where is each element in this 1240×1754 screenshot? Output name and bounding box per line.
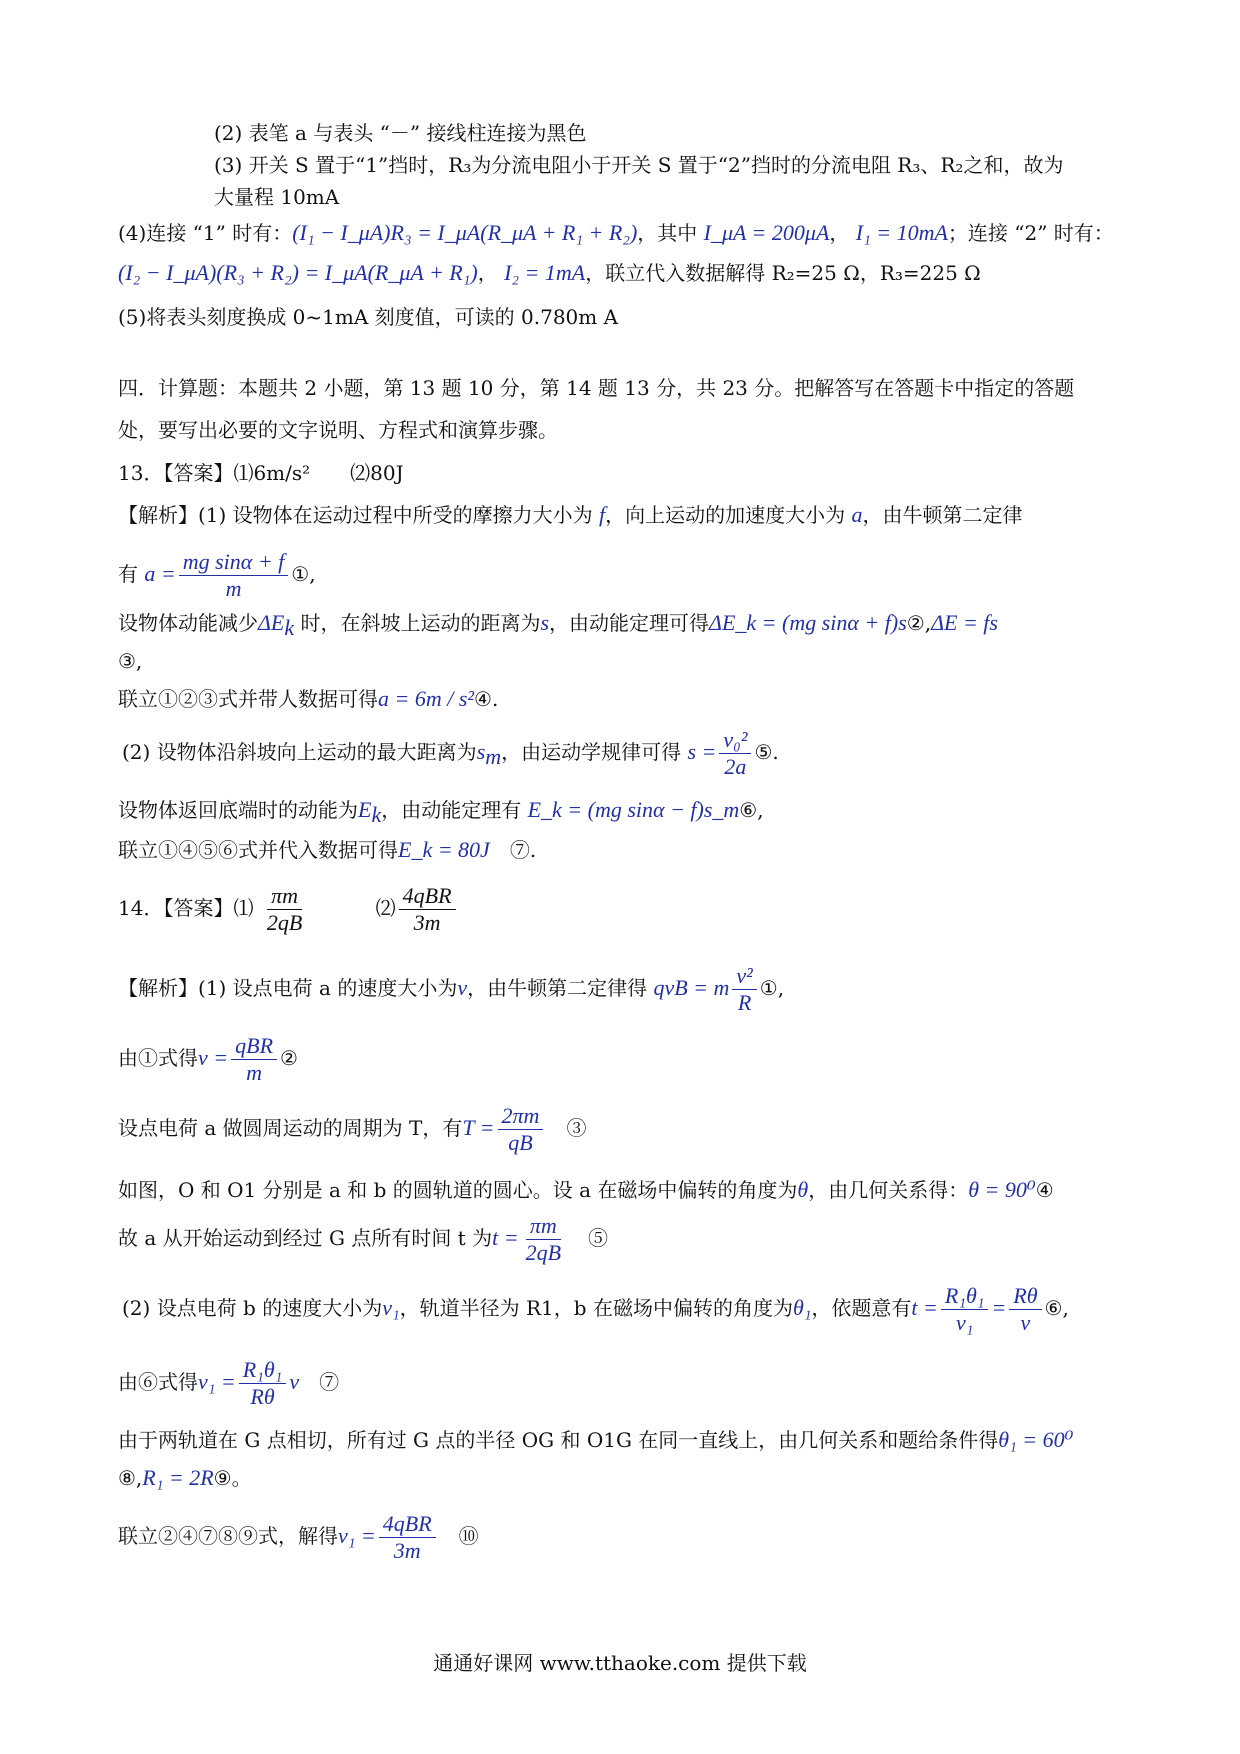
q14-l7-eq: v₁ = [198, 1369, 236, 1394]
q13-sm-num: v₀² [719, 727, 751, 754]
q13-answer: 13．【答案】⑴6m/s² ⑵80J [118, 461, 404, 485]
item-4-result: ，联立代入数据解得 R₂=25 Ω，R₃=225 Ω [585, 261, 981, 285]
q14-l1-frac [732, 963, 756, 1016]
q13-sm-den: 2a [724, 754, 747, 779]
q14-l8-eq: θ₁ = 60⁰ [998, 1427, 1074, 1452]
q13-s: s [540, 610, 550, 635]
q14-l4-mark: ④ [1035, 1178, 1054, 1202]
q13-l8-eq: E_k = 80J [398, 837, 490, 862]
q14-ans1-den: 2qB [266, 910, 303, 935]
q13-sm: s [476, 739, 486, 764]
q14-l3a: 设点电荷 a 做圆周运动的周期为 T，有 [118, 1116, 463, 1140]
q14-l10-eq: v₁ = [338, 1523, 376, 1548]
q14-l6-frac2 [1009, 1283, 1041, 1336]
q14-l6-t: t = [911, 1295, 938, 1320]
q13-line4: ③, [118, 649, 143, 673]
q14-l5-mark: ⑤ [588, 1226, 609, 1250]
q13-l7b: ，由动能定理有 [381, 798, 522, 822]
q13-line5 [118, 684, 498, 714]
item-4-val2: I₁ = 10mA [855, 220, 948, 245]
q14-theta: θ [797, 1177, 809, 1202]
q13-l6-mark: ⑤. [754, 740, 779, 764]
q14-l9a: ⑧, [118, 1466, 143, 1490]
q14-ans2-den: 3m [413, 910, 441, 935]
q14-line4 [118, 1175, 1054, 1205]
q14-l7-v: v [289, 1369, 300, 1394]
q14-answer-label: 14．【答案】⑴ [118, 896, 254, 920]
q13-line8 [118, 835, 536, 865]
item-4-mid: ，其中 [637, 221, 698, 245]
q13-f: f [599, 502, 606, 527]
q14-l6a: (2) 设点电荷 b 的速度大小为 [122, 1296, 383, 1320]
item-4-line1: (4)连接 “1” 时有：(I₁ − I_μA)R₃ = I_μA(R_μA + R₁ + R₂)，其中 I_μA = 200μA， I₁ = 10mA；连接 “2” 时有： [118, 220, 1114, 245]
item-4-eq2: (I₂ − I_μA)(R₃ + R₂) = I_μA(R_μA + R₁) [118, 260, 478, 285]
q14-l9-mark: ⑨。 [213, 1466, 252, 1490]
q14-l10-mark: ⑩ [458, 1524, 479, 1548]
q14-l6-num2: Rθ [1009, 1283, 1041, 1310]
section-4-heading-line1: 四．计算题：本题共 2 小题，第 13 题 10 分，第 14 题 13 分，共 23 分。把解答写在答题卡中指定的答题 [118, 376, 1075, 400]
q14-l2-mark: ② [280, 1046, 298, 1070]
q13-eq-a [118, 546, 316, 602]
q13-line3: 设物体动能减少$\Delta E_k$ 时，在斜坡上运动的距离为s，由动能定理可得ΔE_k = (mg sinα + f)s②,ΔE = fs [118, 610, 998, 640]
q14-l3-frac [498, 1103, 544, 1156]
q14-l5-frac [522, 1213, 565, 1266]
q13-a-lhs: a = [144, 561, 176, 586]
q14-line2 [118, 1030, 298, 1086]
q14-line3 [118, 1100, 586, 1156]
q14-answer [118, 880, 459, 936]
q13-a: a [851, 502, 863, 527]
q14-ans2-num: 4qBR [399, 883, 456, 910]
q13-Ek: E [358, 797, 372, 822]
q14-line7 [118, 1354, 339, 1410]
q13-you: 有 [118, 562, 138, 586]
q14-l5a: 故 a 从开始运动到经过 G 点所有时间 t 为 [118, 1226, 493, 1250]
q14-l10-frac [379, 1511, 436, 1564]
q14-line10 [118, 1508, 479, 1564]
q14-theta1: θ₁ [792, 1295, 812, 1320]
q14-l10-num: 4qBR [379, 1511, 436, 1538]
item-5: (5)将表头刻度换成 0~1mA 刻度值，可读的 0.780m A [118, 305, 619, 329]
q14-l2-eq: v = [198, 1045, 229, 1070]
q14-l7-mark: ⑦ [319, 1370, 340, 1394]
item-4-eq1: (I₁ − I_μA)R₃ = I_μA(R_μA + R₁ + R₂) [292, 220, 638, 245]
q14-ans1-frac [263, 883, 306, 936]
q13-l6a: (2) 设物体沿斜坡向上运动的最大距离为 [122, 740, 477, 764]
q14-l10-den: 3m [393, 1538, 421, 1563]
q14-l6-mark: ⑥, [1044, 1296, 1069, 1320]
q13-a-num: mg sinα + f [179, 549, 289, 576]
q14-line5 [118, 1210, 608, 1266]
q14-l1-eq: qvB = m [653, 975, 730, 1000]
q14-ans2-label: ⑵ [375, 896, 396, 920]
item-4-val1: I_μA = 200μA [703, 220, 830, 245]
q13-line7: 设物体返回底端时的动能为$E_k$，由动能定理有 E_k = (mg sinα − f)s_m⑥, [118, 797, 764, 827]
q13-l6b: ，由运动学规律可得 [501, 740, 682, 764]
q14-l4-eq: θ = 90⁰ [968, 1177, 1036, 1202]
q13-mark1: ①, [291, 562, 316, 586]
q14-l7-frac [239, 1357, 287, 1410]
q13-l8a: 联立①④⑤⑥式并代入数据可得 [118, 838, 398, 862]
q14-l7a: 由⑥式得 [118, 1370, 198, 1394]
q13-l3-mark: ②, [906, 611, 932, 635]
q14-line6 [122, 1280, 1069, 1336]
q14-l5-num: πm [526, 1213, 561, 1240]
q14-l9-eq: R₁ = 2R [142, 1465, 214, 1490]
item-4-intro: (4)连接 “1” 时有： [118, 221, 293, 245]
q14-l7-num: R₁θ₁ [239, 1357, 287, 1384]
q14-l1-num: v² [732, 963, 756, 990]
q13-sm-frac [719, 727, 751, 780]
q13-l3-eq2: ΔE = fs [931, 610, 998, 635]
q13-l7-eq: E_k = (mg sinα − f)s_m [527, 797, 740, 822]
q14-line8 [118, 1425, 1073, 1455]
item-3-line1: (3) 开关 S 置于“1”挡时，R₃为分流电阻小于开关 S 置于“2”挡时的分流电阻 R₃、R₂之和，故为 [214, 153, 1064, 177]
q13-l3b: 时，在斜坡上运动的距离为 [300, 611, 541, 635]
item-4-line2: (I₂ − I_μA)(R₃ + R₂) = I_μA(R_μA + R₁)， I₂ = 1mA，联立代入数据解得 R₂=25 Ω，R₃=225 Ω [118, 260, 981, 285]
q13-l5a: 联立①②③式并带人数据可得 [118, 687, 378, 711]
q13-line6: (2) 设物体沿斜坡向上运动的最大距离为$s_m$，由运动学规律可得 s = $\frac{\text{v₀²}}{2a}$ ⑤. [122, 727, 779, 779]
q14-l3-den: qB [508, 1130, 533, 1155]
q14-l2-frac [231, 1033, 277, 1086]
q13-l5-eq: a = 6m / s² [378, 686, 475, 711]
q14-l10a: 联立②④⑦⑧⑨式，解得 [118, 1524, 338, 1548]
q14-l8a: 由于两轨道在 G 点相切，所有过 G 点的半径 OG 和 O1G 在同一直线上，由几何关系和题给条件得 [118, 1428, 999, 1452]
q13-l1a: 【解析】(1) 设物体在运动过程中所受的摩擦力大小为 [118, 503, 593, 527]
q13-l3a: 设物体动能减少 [118, 611, 258, 635]
q14-l6-frac1 [941, 1283, 989, 1336]
q14-l1b: ，由牛顿第二定律得 [467, 976, 648, 1000]
q14-l4b: ，由几何关系得： [808, 1178, 969, 1202]
page-footer: 通通好课网 www.tthaoke.com 提供下载 [433, 1651, 807, 1675]
q14-l5-den: 2qB [525, 1240, 562, 1265]
q14-v: v [457, 975, 468, 1000]
q14-l3-eq: T = [462, 1115, 495, 1140]
q14-l1-den: R [737, 990, 752, 1015]
q13-l3c: ，由动能定理可得 [549, 611, 710, 635]
q13-dEk: ΔE [258, 610, 285, 635]
item-3-line2: 大量程 10mA [214, 185, 340, 209]
q14-ans1-num: πm [267, 883, 302, 910]
q13-l8-mark: ⑦. [509, 838, 537, 862]
q14-v1: v₁ [382, 1295, 400, 1320]
item-2: (2) 表笔 a 与表头 “－” 接线柱连接为黑色 [214, 121, 587, 145]
q14-l6b: ，轨道半径为 R1，b 在磁场中偏转的角度为 [399, 1296, 793, 1320]
q14-l1a: 【解析】(1) 设点电荷 a 的速度大小为 [118, 976, 458, 1000]
q14-l6c: ，依题意有 [811, 1296, 912, 1320]
q13-l7a: 设物体返回底端时的动能为 [118, 798, 358, 822]
q13-l5-mark: ④. [474, 687, 499, 711]
q14-l5-eq: t = [492, 1225, 519, 1250]
q14-line9 [118, 1463, 252, 1493]
q13-a-frac [179, 549, 289, 602]
q14-l2-num: qBR [231, 1033, 277, 1060]
q14-l3-num: 2πm [498, 1103, 544, 1130]
q13-l3-eq: ΔE_k = (mg sinα + f)s [709, 610, 907, 635]
q13-l1c: ，由牛顿第二定律 [862, 503, 1023, 527]
q14-l6-num1: R₁θ₁ [941, 1283, 989, 1310]
q14-l1-mark: ①, [759, 976, 785, 1000]
q14-l3-mark: ③ [566, 1116, 587, 1140]
q13-analysis-line1 [118, 500, 1023, 530]
q14-l6-den1: v₁ [955, 1310, 974, 1335]
q14-ans2-frac [399, 883, 456, 936]
q13-a-den: m [225, 576, 242, 601]
section-4-heading-line2: 处，要写出必要的文字说明、方程式和演算步骤。 [118, 418, 558, 442]
item-4-val3: I₂ = 1mA [504, 260, 586, 285]
q14-l6-eqs: = [991, 1295, 1007, 1320]
q14-l7-den: Rθ [250, 1384, 275, 1409]
item-4-conn2: ；连接 “2” 时有： [947, 221, 1114, 245]
q14-l4a: 如图，O 和 O1 分别是 a 和 b 的圆轨道的圆心。设 a 在磁场中偏转的角度为 [118, 1178, 798, 1202]
q13-sm-eq: s = [687, 739, 717, 764]
q14-l2a: 由①式得 [118, 1046, 198, 1070]
q13-l7-mark: ⑥, [739, 798, 764, 822]
q14-line1 [118, 960, 784, 1016]
q14-l6-den2: v [1020, 1310, 1031, 1335]
q14-l2-den: m [246, 1060, 263, 1085]
q13-l1b: ，向上运动的加速度大小为 [605, 503, 846, 527]
